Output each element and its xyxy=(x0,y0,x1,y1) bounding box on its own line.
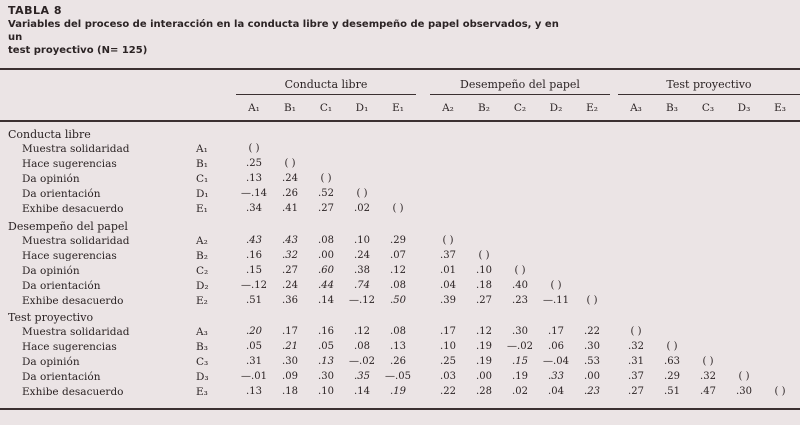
table-cell: .27 xyxy=(476,295,492,306)
table-cell: .18 xyxy=(476,280,492,291)
table-cell: —.11 xyxy=(543,295,569,306)
table-cell: .50 xyxy=(390,295,406,306)
table-cell: .22 xyxy=(440,386,456,397)
section-heading: Desempeño del papel xyxy=(8,220,128,233)
column-header: C₂ xyxy=(513,102,527,114)
table-cell: .00 xyxy=(476,371,492,382)
table-cell: .23 xyxy=(584,386,600,397)
table-cell: ( ) xyxy=(442,235,454,246)
row-label: Muestra solidaridad xyxy=(22,326,130,338)
row-code: D₁ xyxy=(196,188,209,200)
table-cell: ( ) xyxy=(630,326,642,337)
table-cell: .34 xyxy=(246,203,262,214)
row-code: A₃ xyxy=(196,326,208,338)
table-cell: .26 xyxy=(282,188,298,199)
table-cell: ( ) xyxy=(248,143,260,154)
table-cell: .27 xyxy=(318,203,334,214)
row-code: E₂ xyxy=(196,295,208,307)
row-code: D₃ xyxy=(196,371,209,383)
row-code: B₃ xyxy=(196,341,208,353)
column-header: B₂ xyxy=(478,102,490,114)
row-label: Hace sugerencias xyxy=(22,158,117,170)
table-cell: .25 xyxy=(246,158,262,169)
table-cell: .01 xyxy=(440,265,456,276)
group-rule-2 xyxy=(430,94,610,95)
table-cell: .51 xyxy=(664,386,680,397)
row-label: Da opinión xyxy=(22,173,80,185)
table-cell: .30 xyxy=(282,356,298,367)
table-cell: ( ) xyxy=(284,158,296,169)
table-cell: .16 xyxy=(246,250,262,261)
table-cell: .24 xyxy=(354,250,370,261)
table-cell: .53 xyxy=(584,356,600,367)
table-cell: .06 xyxy=(548,341,564,352)
table-cell: .08 xyxy=(354,341,370,352)
table-cell: .24 xyxy=(282,173,298,184)
table-cell: .37 xyxy=(628,371,644,382)
header-rule xyxy=(0,120,800,122)
row-label: Da orientación xyxy=(22,371,101,383)
table-cell: .21 xyxy=(282,341,298,352)
table-cell: —.04 xyxy=(543,356,569,367)
table-cell: .16 xyxy=(318,326,334,337)
row-label: Exhibe desacuerdo xyxy=(22,295,124,307)
column-header: D₃ xyxy=(737,102,751,114)
top-rule xyxy=(0,68,800,70)
row-label: Da opinión xyxy=(22,265,80,277)
table-cell: .37 xyxy=(440,250,456,261)
column-header: C₁ xyxy=(319,102,333,114)
table-cell: .28 xyxy=(476,386,492,397)
bottom-rule xyxy=(0,408,800,410)
row-label: Muestra solidaridad xyxy=(22,235,130,247)
table-cell: .15 xyxy=(512,356,528,367)
table-cell: ( ) xyxy=(586,295,598,306)
table-cell: .04 xyxy=(548,386,564,397)
table-cell: ( ) xyxy=(666,341,678,352)
table-cell: .00 xyxy=(318,250,334,261)
table-cell: .14 xyxy=(318,295,334,306)
column-header: D₁ xyxy=(355,102,369,114)
table-cell: .12 xyxy=(354,326,370,337)
table-cell: .41 xyxy=(282,203,298,214)
table-cell: .18 xyxy=(282,386,298,397)
table-cell: .15 xyxy=(246,265,262,276)
table-cell: ( ) xyxy=(320,173,332,184)
table-cell: .20 xyxy=(246,326,262,337)
table-cell: ( ) xyxy=(392,203,404,214)
table-cell: .03 xyxy=(440,371,456,382)
table-cell: .10 xyxy=(476,265,492,276)
table-cell: .32 xyxy=(282,250,298,261)
group-header-test-proyectivo: Test proyectivo xyxy=(666,78,752,91)
table-cell: .00 xyxy=(584,371,600,382)
group-rule-1 xyxy=(236,94,416,95)
row-code: C₂ xyxy=(196,265,209,277)
table-cell: .38 xyxy=(354,265,370,276)
table-cell: .74 xyxy=(354,280,370,291)
table-cell: .13 xyxy=(318,356,334,367)
table-cell: ( ) xyxy=(774,386,786,397)
column-header: A₃ xyxy=(630,102,642,114)
row-code: E₁ xyxy=(196,203,208,215)
table-cell: .04 xyxy=(440,280,456,291)
table-cell: .05 xyxy=(246,341,262,352)
table-cell: .09 xyxy=(282,371,298,382)
table-cell: .30 xyxy=(584,341,600,352)
table-cell: ( ) xyxy=(702,356,714,367)
row-label: Exhibe desacuerdo xyxy=(22,203,124,215)
row-code: C₁ xyxy=(196,173,209,185)
column-header: E₁ xyxy=(392,102,404,114)
table-cell: .23 xyxy=(512,295,528,306)
table-cell: .44 xyxy=(318,280,334,291)
table-cell: .22 xyxy=(584,326,600,337)
table-cell: .17 xyxy=(440,326,456,337)
group-header-conducta-libre: Conducta libre xyxy=(284,78,368,91)
table-cell: .24 xyxy=(282,280,298,291)
group-header-desempeno-papel: Desempeño del papel xyxy=(460,78,580,91)
table-cell: .26 xyxy=(390,356,406,367)
caption-line-1: Variables del proceso de interacción en la conducta libre y desempeño de papel observados, y en un xyxy=(8,19,559,43)
row-code: B₂ xyxy=(196,250,208,262)
table-cell: .13 xyxy=(246,386,262,397)
table-cell: .02 xyxy=(512,386,528,397)
table-cell: .05 xyxy=(318,341,334,352)
table-cell: ( ) xyxy=(356,188,368,199)
table-cell: .14 xyxy=(354,386,370,397)
table-cell: .43 xyxy=(246,235,262,246)
row-label: Da orientación xyxy=(22,280,101,292)
column-header: E₂ xyxy=(586,102,598,114)
column-header: E₃ xyxy=(774,102,786,114)
table-cell: .43 xyxy=(282,235,298,246)
table-cell: .17 xyxy=(548,326,564,337)
table-cell: .19 xyxy=(512,371,528,382)
table-cell: .19 xyxy=(476,341,492,352)
column-header: B₃ xyxy=(666,102,678,114)
table-cell: —.12 xyxy=(349,295,375,306)
table-cell: —.05 xyxy=(385,371,411,382)
table-cell: .39 xyxy=(440,295,456,306)
table-cell: ( ) xyxy=(738,371,750,382)
table-cell: .33 xyxy=(548,371,564,382)
table-cell: .40 xyxy=(512,280,528,291)
group-rule-3 xyxy=(618,94,800,95)
table-cell: .27 xyxy=(628,386,644,397)
table-cell: .30 xyxy=(318,371,334,382)
table-cell: .12 xyxy=(476,326,492,337)
column-header: A₂ xyxy=(442,102,454,114)
table-cell: .36 xyxy=(282,295,298,306)
table-cell: .35 xyxy=(354,371,370,382)
table-cell: .29 xyxy=(664,371,680,382)
table-cell: ( ) xyxy=(478,250,490,261)
table-cell: .51 xyxy=(246,295,262,306)
table-cell: —.12 xyxy=(241,280,267,291)
table-caption xyxy=(8,18,568,57)
row-label: Hace sugerencias xyxy=(22,250,117,262)
row-code: A₂ xyxy=(196,235,208,247)
table-cell: ( ) xyxy=(550,280,562,291)
table-cell: .63 xyxy=(664,356,680,367)
table-cell: .08 xyxy=(390,280,406,291)
row-label: Hace sugerencias xyxy=(22,341,117,353)
table-cell: .17 xyxy=(282,326,298,337)
row-code: A₁ xyxy=(196,143,208,155)
table-cell: .08 xyxy=(318,235,334,246)
row-code: E₃ xyxy=(196,386,208,398)
table-cell: .19 xyxy=(390,386,406,397)
row-code: D₂ xyxy=(196,280,209,292)
row-code: C₃ xyxy=(196,356,209,368)
caption-line-2: test proyectivo (N= 125) xyxy=(8,45,148,56)
table-cell: .10 xyxy=(318,386,334,397)
table-title: TABLA 8 xyxy=(8,4,63,17)
column-header: B₁ xyxy=(284,102,296,114)
column-header: C₃ xyxy=(701,102,715,114)
section-heading: Conducta libre xyxy=(8,128,91,141)
table-cell: .08 xyxy=(390,326,406,337)
row-label: Da opinión xyxy=(22,356,80,368)
table-cell: .19 xyxy=(476,356,492,367)
column-header: A₁ xyxy=(248,102,260,114)
table-cell: .10 xyxy=(440,341,456,352)
table-cell: ( ) xyxy=(514,265,526,276)
row-code: B₁ xyxy=(196,158,208,170)
table-cell: —.02 xyxy=(349,356,375,367)
row-label: Da orientación xyxy=(22,188,101,200)
table-cell: .31 xyxy=(246,356,262,367)
table-cell: .32 xyxy=(700,371,716,382)
table-cell: .12 xyxy=(390,265,406,276)
row-label: Muestra solidaridad xyxy=(22,143,130,155)
table-cell: —.02 xyxy=(507,341,533,352)
table-cell: .47 xyxy=(700,386,716,397)
row-label: Exhibe desacuerdo xyxy=(22,386,124,398)
table-cell: .52 xyxy=(318,188,334,199)
table-cell: .10 xyxy=(354,235,370,246)
table-cell: —.14 xyxy=(241,188,267,199)
table-cell: .13 xyxy=(390,341,406,352)
table-cell: .30 xyxy=(512,326,528,337)
table-cell: .31 xyxy=(628,356,644,367)
table-cell: .29 xyxy=(390,235,406,246)
table-cell: .25 xyxy=(440,356,456,367)
table-cell: .27 xyxy=(282,265,298,276)
table-cell: .07 xyxy=(390,250,406,261)
table-cell: .30 xyxy=(736,386,752,397)
table-cell: .02 xyxy=(354,203,370,214)
table-cell: —.01 xyxy=(241,371,267,382)
table-cell: .13 xyxy=(246,173,262,184)
column-header: D₂ xyxy=(549,102,563,114)
section-heading: Test proyectivo xyxy=(8,311,94,324)
table-cell: .32 xyxy=(628,341,644,352)
table-cell: .60 xyxy=(318,265,334,276)
